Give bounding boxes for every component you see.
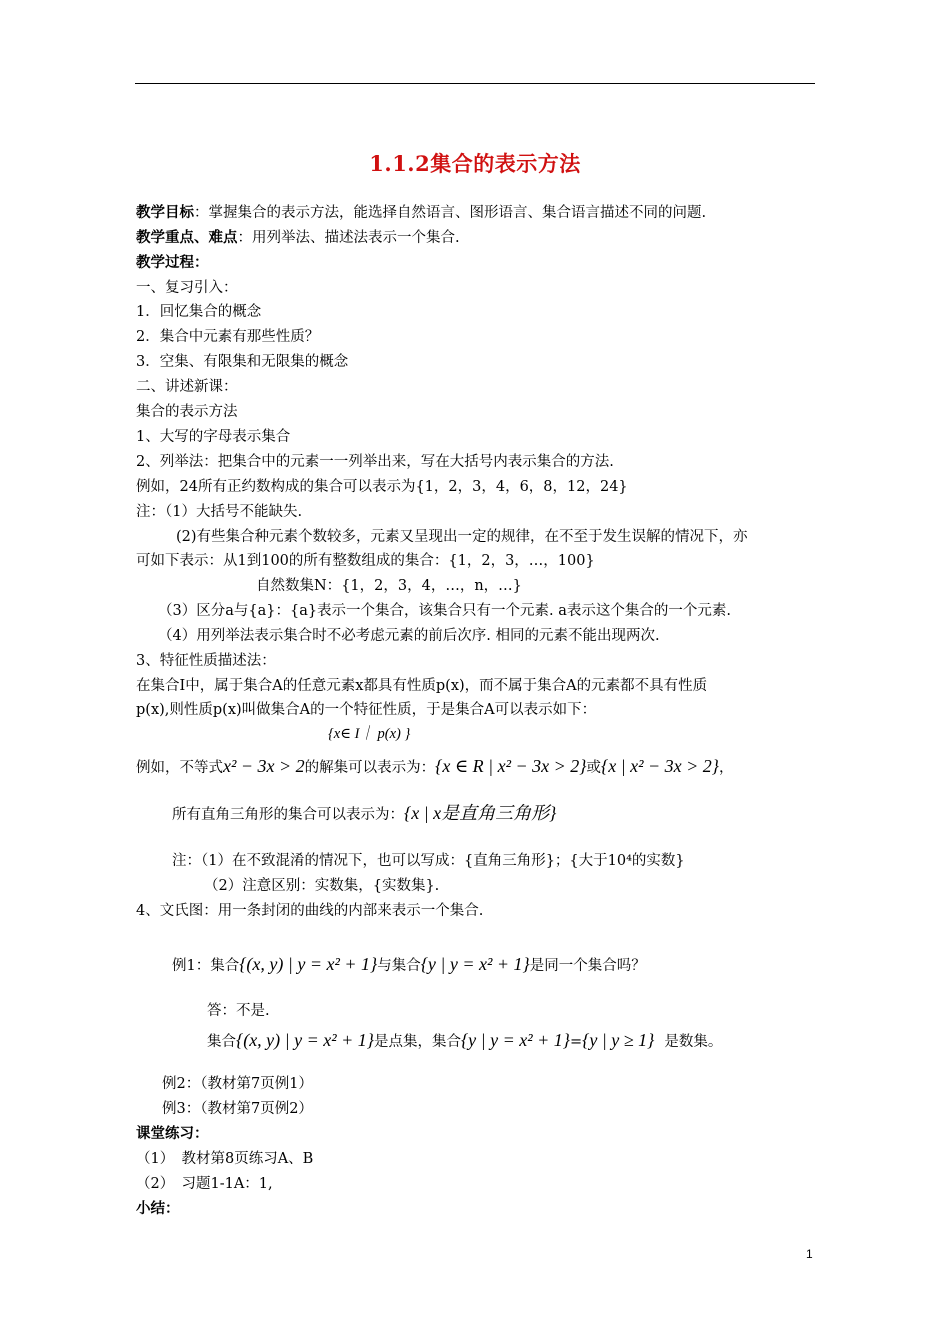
practice-heading: 课堂练习： bbox=[136, 1125, 209, 1142]
property-line-1: 在集合I中，属于集合A的任意元素x都具有性质p(x)，而不属于集合A的元素都不具有性质 bbox=[136, 678, 708, 694]
section-review: 一、复习引入： bbox=[136, 280, 238, 296]
practice-item-1: （1） 教材第8页练习A、B bbox=[136, 1151, 314, 1167]
note-2-line-b: 可如下表示：从1到100的所有整数组成的集合：{1，2，3，…，100} bbox=[136, 553, 595, 569]
example-24: 例如，24所有正约数构成的集合可以表示为{1，2，3，4，6，8，12，24} bbox=[136, 479, 628, 495]
method-2: 2、列举法：把集合中的元素一一列举出来，写在大括号内表示集合的方法. bbox=[136, 454, 614, 470]
review-item-2: 2．集合中元素有那些性质？ bbox=[136, 329, 320, 345]
inequality-example: 例如，不等式x² − 3x > 2的解集可以表示为：{x ∈ R | x² − 3x > 2}或{x | x² − 3x > 2}， bbox=[136, 756, 734, 776]
page-number: 1 bbox=[806, 1247, 813, 1261]
teaching-key-points bbox=[136, 228, 460, 248]
example-1: 例1：集合{(x, y) | y = x² + 1}与集合{y | y = x² + 1}是同一个集合吗？ bbox=[172, 954, 646, 974]
right-triangle-example: 所有直角三角形的集合可以表示为：{x | x是直角三角形} bbox=[172, 803, 557, 823]
note-1: 注：（1）大括号不能缺失. bbox=[136, 504, 303, 520]
review-item-3: 3．空集、有限集和无限集的概念 bbox=[136, 354, 349, 370]
summary-heading: 小结： bbox=[136, 1200, 180, 1217]
review-item-1: 1．回忆集合的概念 bbox=[136, 304, 262, 320]
key-label: 教学重点、难点 bbox=[136, 229, 238, 246]
note-4: （4）用列举法表示集合时不必考虑元素的前后次序. 相同的元素不能出现两次. bbox=[158, 628, 660, 644]
key-text: ：用列举法、描述法表示一个集合. bbox=[237, 230, 460, 246]
teaching-goal bbox=[136, 203, 706, 223]
answer-line: 答：不是. bbox=[207, 1003, 270, 1019]
practice-item-2: （2） 习题1-1A：1, bbox=[136, 1176, 273, 1192]
property-line-2: p(x),则性质p(x)叫做集合A的一个特征性质，于是集合A可以表示如下： bbox=[136, 702, 597, 718]
teaching-process-heading: 教学过程： bbox=[136, 254, 209, 271]
goal-label: 教学目标 bbox=[136, 204, 194, 221]
note-notation-1: 注：（1）在不致混淆的情况下，也可以写成：{直角三角形}；{大于10⁴的实数} bbox=[172, 853, 685, 869]
general-set-notation: {x∈ I｜ p(x) } bbox=[328, 726, 411, 742]
goal-text: ：掌握集合的表示方法，能选择自然语言、图形语言、集合语言描述不同的问题. bbox=[194, 205, 707, 221]
method-1: 1、大写的字母表示集合 bbox=[136, 429, 291, 445]
method-3: 3、特征性质描述法： bbox=[136, 653, 276, 669]
example-3: 例3：（教材第7页例2） bbox=[162, 1101, 313, 1117]
note-2-line-a: (2)有些集合种元素个数较多，元素又呈现出一定的规律，在不至于发生误解的情况下，亦 bbox=[176, 529, 748, 545]
natural-numbers-line: 自然数集N：{1，2，3，4，…，n，…} bbox=[256, 578, 522, 594]
document-title: 1.1.2集合的表示方法 bbox=[369, 151, 581, 176]
note-3: （3）区分a与{a}：{a}表示一个集合，该集合只有一个元素. a表示这个集合的一个元素. bbox=[158, 603, 732, 619]
methods-heading: 集合的表示方法 bbox=[136, 404, 238, 420]
example-2: 例2：（教材第7页例1） bbox=[162, 1076, 313, 1092]
header-rule bbox=[135, 83, 815, 84]
method-4: 4、文氏图：用一条封闭的曲线的内部来表示一个集合. bbox=[136, 903, 484, 919]
answer-explanation: 集合{(x, y) | y = x² + 1}是点集，集合{y | y = x² + 1}={y | y ≥ 1} 是数集。 bbox=[207, 1030, 723, 1050]
note-notation-2: （2）注意区别：实数集，{实数集}. bbox=[204, 878, 440, 894]
section-new-lesson: 二、讲述新课： bbox=[136, 379, 238, 395]
